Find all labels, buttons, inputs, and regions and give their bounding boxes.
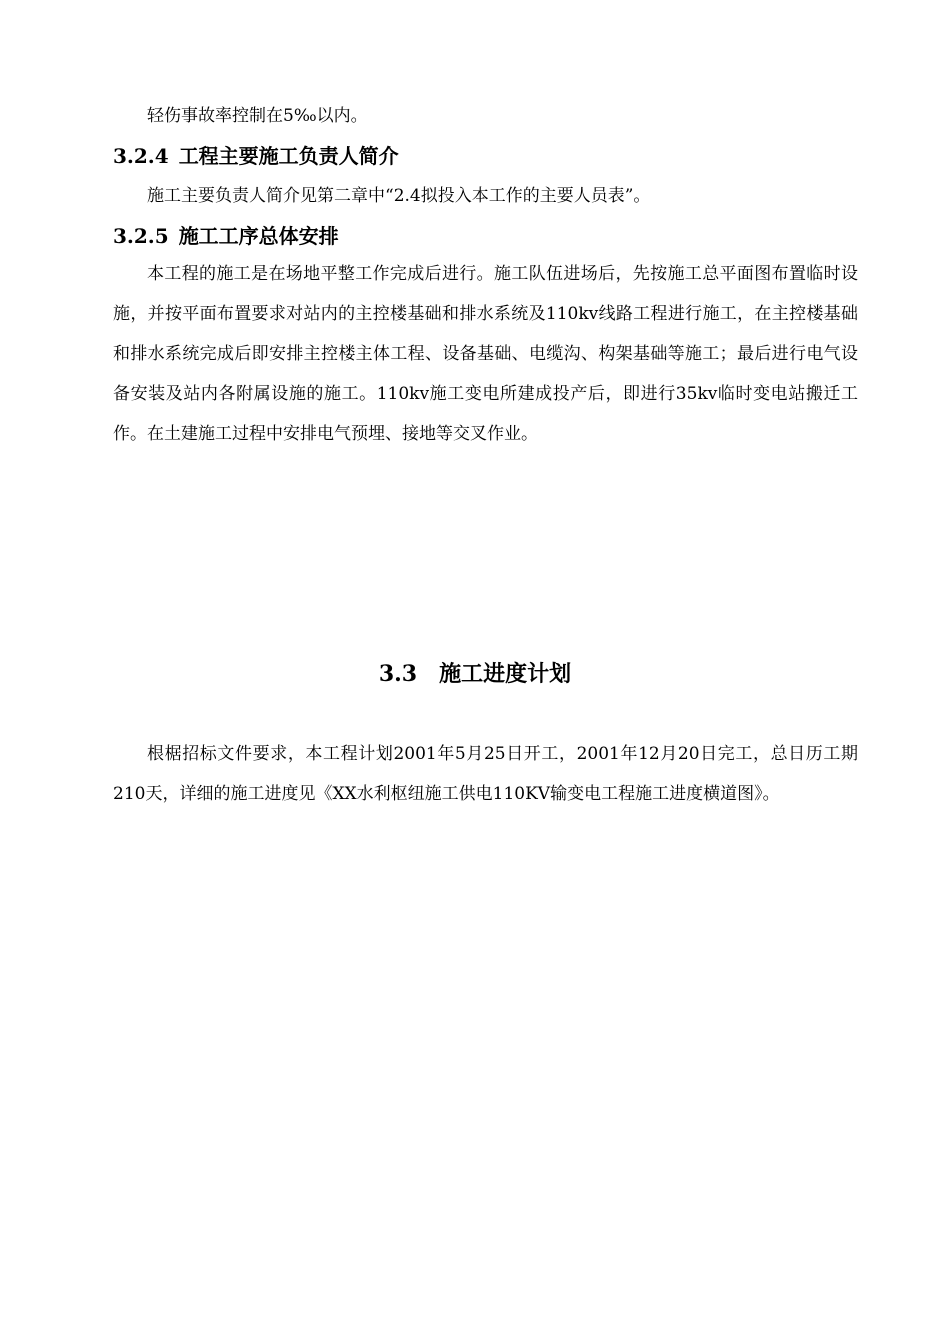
section-title: 施工进度计划: [439, 661, 572, 687]
section-title: 施工工序总体安排: [178, 224, 339, 248]
section-number: 3.2.4: [113, 144, 169, 168]
section-number: 3.2.5: [113, 224, 169, 248]
intro-paragraph: 轻伤事故率控制在5‰以内。: [147, 106, 368, 126]
section-3-2-5-heading: [113, 220, 339, 249]
section-3-2-4-body: 施工主要负责人简介见第二章中“2.4拟投入本工作的主要人员表”。: [147, 186, 651, 206]
section-title: 工程主要施工负责人简介: [178, 144, 399, 168]
section-3-2-4-heading: [113, 140, 399, 169]
section-3-3-heading: [0, 657, 950, 688]
section-number: 3.3: [378, 661, 418, 687]
section-3-3-body: 根椐招标文件要求，本工程计划2001年5月25日开工，2001年12月20日完工，总日历工期210天，详细的施工进度见《XX水利枢纽施工供电110KV输变电工程施工进度横道图》。: [113, 744, 858, 804]
section-3-2-5-body: 本工程的施工是在场地平整工作完成后进行。施工队伍进场后，先按施工总平面图布置临时设施，并按平面布置要求对站内的主控楼基础和排水系统及110kv线路工程进行施工，在主控楼基础和排水系统完成后即安排主控楼主体工程、设备基础、电缆沟、构架基础等施工；最后进行电气设备安装及站内各附属设施的施工。110kv施工变电所建成投产后，即进行35kv临时变电站搬迁工作。在土建施工过程中安排电气预埋、接地等交叉作业。: [113, 264, 858, 444]
